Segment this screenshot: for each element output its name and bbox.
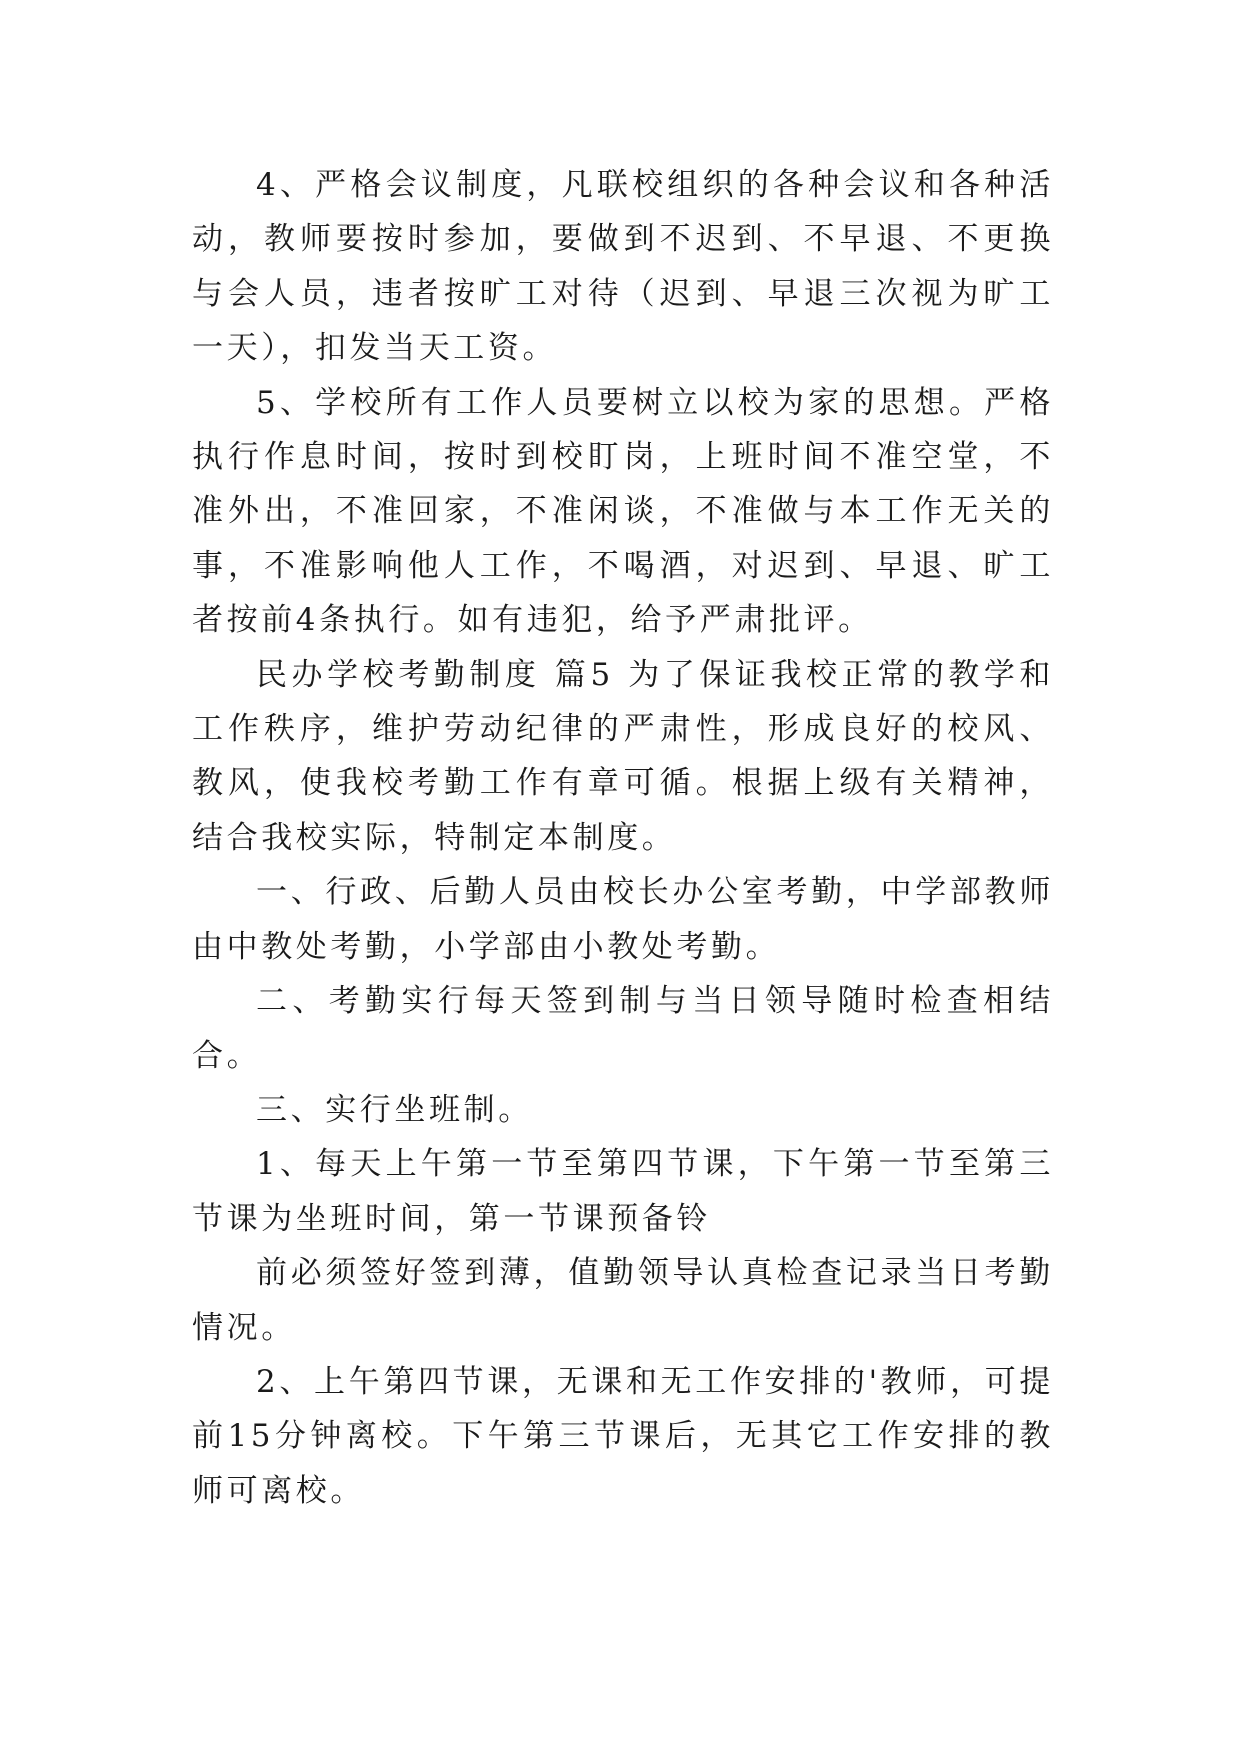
paragraph-class-times: 1、每天上午第一节至第四节课，下午第一节至第三节课为坐班时间，第一节课预备铃 — [192, 1146, 1054, 1237]
paragraph-office-hours: 三、实行坐班制。 — [256, 1091, 533, 1128]
paragraph-staff-conduct: 5、学校所有工作人员要树立以校为家的思想。严格执行作息时间，按时到校盯岗，上班时间不准空堂，不准外出，不准回家，不准闲谈，不准做与本工作无关的事，不准影响他人工作，不喝酒，对迟到、早退、旷工者按前4条执行。如有违犯，给予严肃批评。 — [192, 384, 1054, 639]
paragraph-sign-in-record: 前必须签好签到薄，值勤领导认真检查记录当日考勤情况。 — [192, 1255, 1054, 1346]
paragraph-sign-in: 二、考勤实行每天签到制与当日领导随时检查相结合。 — [192, 983, 1054, 1074]
paragraph-meeting-rule: 4、严格会议制度，凡联校组织的各种会议和各种活动，教师要按时参加，要做到不迟到、不早退、不更换与会人员，违者按旷工对待（迟到、早退三次视为旷工一天），扣发当天工资。 — [192, 167, 1054, 367]
paragraph-attendance-office: 一、行政、后勤人员由校长办公室考勤，中学部教师由中教处考勤，小学部由小教处考勤。 — [192, 874, 1054, 965]
document-body — [192, 158, 1054, 1518]
paragraph-early-leave: 2、上午第四节课，无课和无工作安排的'教师，可提前15分钟离校。下午第三节课后，无其它工作安排的教师可离校。 — [192, 1363, 1054, 1509]
paragraph-section-5-intro: 民办学校考勤制度 篇5 为了保证我校正常的教学和工作秩序，维护劳动纪律的严肃性，形成良好的校风、教风，使我校考勤工作有章可循。根据上级有关精神，结合我校实际，特制定本制度。 — [192, 656, 1054, 856]
